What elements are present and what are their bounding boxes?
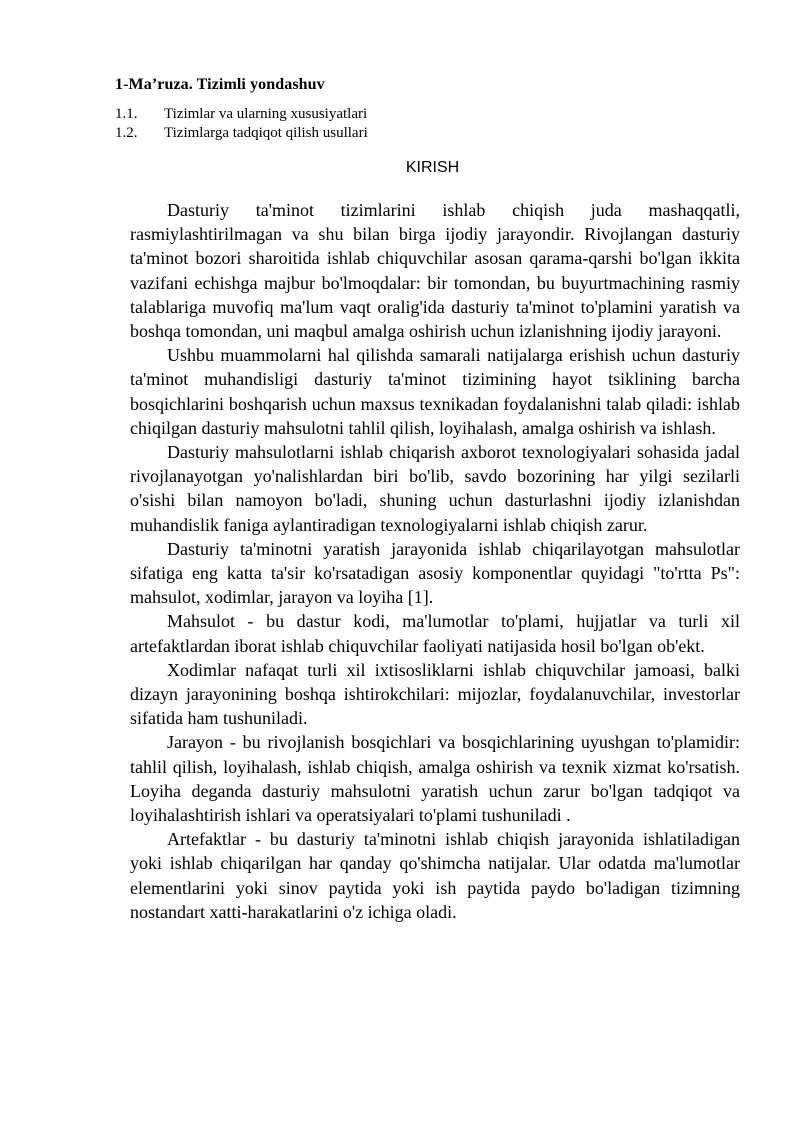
body-text [130, 198, 740, 924]
toc-item [115, 105, 715, 124]
paragraph: Xodimlar nafaqat turli xil ixtisosliklarni ishlab chiquvchilar jamoasi, balki dizayn jarayonining boshqa ishtirokchilari: mijozlar, foydalanuvchilar, investorlar sifatida ham tushuniladi. [130, 659, 740, 729]
toc-item-number: 1.2. [115, 125, 138, 141]
paragraph: Dasturiy ta'minotni yaratish jarayonida ishlab chiqarilayotgan mahsulotlar sifatiga eng katta ta'sir ko'rsatadigan asosiy komponentlar quyidagi "to'rtta Ps": mahsulot, xodimlar, jarayon va loyiha [1]. [130, 538, 740, 608]
toc-item-number: 1.1. [115, 106, 138, 122]
paragraph: Ushbu muammolarni hal qilishda samarali natijalarga erishish uchun dasturiy ta'minot muhandisligi dasturiy ta'minot tizimining hayot tsiklining barcha bosqichlarini boshqarish uchun maxsus texnikadan foydalanishni talab qiladi: ishlab chiqilgan dasturiy mahsulotni tahlil qilish, loyihalash, amalga oshirish va ishlash. [130, 345, 740, 438]
paragraph: Dasturiy mahsulotlarni ishlab chiqarish axborot texnologiyalari sohasida jadal rivojlanayotgan yo'nalishlardan biri bo'lib, savdo bozorining har yilgi sezilarli o'sishi bilan namoyon bo'ladi, shuning uchun dasturlashni ijodiy izlanishdan muhandislik faniga aylantiradigan texnologiyalarni ishlab chiqish zarur. [130, 442, 740, 535]
toc-item-text: Tizimlar va ularning xususiyatlari [164, 106, 368, 122]
lecture-title: 1-Ma’ruza. Tizimli yondashuv [115, 76, 325, 93]
paragraph: Jarayon - bu rivojlanish bosqichlari va bosqichlarining uyushgan to'plamidir: tahlil qilish, loyihalash, ishlab chiqish, amalga oshirish va texnik xizmat ko'rsatish. Loyiha deganda dasturiy mahsulotni yaratish uchun zarur bo'lgan tadqiqot va loyihalashtirish ishlari va operatsiyalari to'plami tushuniladi . [130, 732, 740, 826]
paragraph: Mahsulot - bu dastur kodi, ma'lumotlar to'plami, hujjatlar va turli xil artefaktlardan iborat ishlab chiquvchilar faoliyati natijasida hosil bo'lgan ob'ekt. [130, 611, 740, 656]
table-of-contents [115, 105, 715, 143]
section-heading: KIRISH [405, 159, 460, 176]
toc-item [115, 124, 715, 143]
paragraph: Dasturiy ta'minot tizimlarini ishlab chiqish juda mashaqqatli, rasmiylashtirilmagan va shu bilan birga ijodiy jarayondir. Rivojlangan dasturiy ta'minot bozori sharoitida ishlab chiquvchilar asosan qarama-qarshi bo'lgan ikkita vazifani echishga majbur bo'lmoqdalar: bir tomondan, bu buyurtmachining rasmiy talablariga muvofiq ma'lum vaqt oralig'ida dasturiy ta'minot to'plamini yaratish va boshqa tomondan, uni maqbul amalga oshirish uchun izlanishning ijodiy jarayoni. [130, 200, 740, 342]
paragraph: Artefaktlar - bu dasturiy ta'minotni ishlab chiqish jarayonida ishlatiladigan yoki ishlab chiqarilgan har qanday qo'shimcha natijalar. Ular odatda ma'lumotlar elementlarini yoki sinov paytida yoki ish paytida paydo bo'ladigan tizimning nostandart xatti-harakatlarini o'z ichiga oladi. [130, 829, 740, 922]
toc-item-text: Tizimlarga tadqiqot qilish usullari [164, 125, 368, 141]
